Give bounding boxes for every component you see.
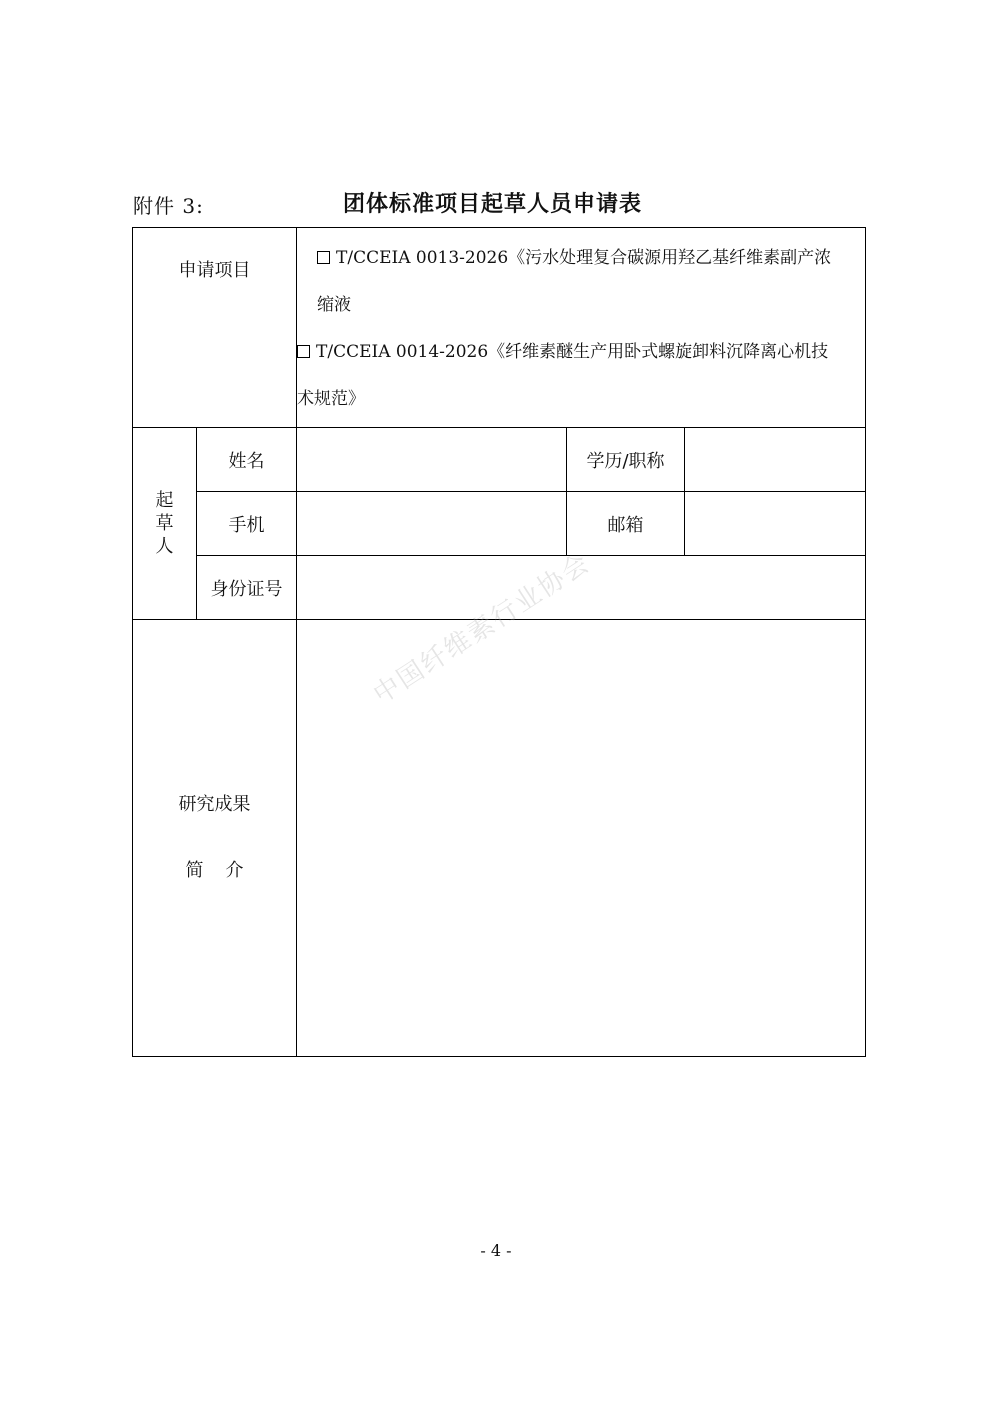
project-option-2[interactable] [297,329,865,423]
education-field[interactable] [685,428,866,492]
drafter-char: 草 [155,513,174,534]
research-row [133,620,866,1057]
option-name-line2: 术规范》 [297,388,365,409]
project-options-cell [297,228,866,428]
attachment-label: 附件 3: [133,194,204,218]
id-label: 身份证号 [197,556,297,620]
option-name-line1: 《纤维素醚生产用卧式螺旋卸料沉降离心机技 [488,341,829,362]
drafter-group-label [133,428,197,620]
project-option-1[interactable] [297,233,865,329]
phone-field[interactable] [297,492,567,556]
application-form-table [132,227,866,1057]
project-label: 申请项目 [133,228,297,428]
name-row [133,428,866,492]
watermark: 中国纤维素行业协会 [368,547,596,711]
research-label [133,620,297,1057]
education-label: 学历/职称 [567,428,685,492]
option-code: T/CCEIA 0013-2026 [336,247,509,268]
phone-row [133,492,866,556]
drafter-char: 人 [155,536,174,557]
email-field[interactable] [685,492,866,556]
option-name-line1: 《污水处理复合碳源用羟乙基纤维素副产浓 [508,247,832,268]
option-name-line2: 缩液 [317,294,351,315]
drafter-char: 起 [155,490,174,511]
project-row [133,228,866,428]
research-label-line2: 简介 [185,860,266,881]
phone-label: 手机 [197,492,297,556]
email-label: 邮箱 [567,492,685,556]
name-field[interactable] [297,428,567,492]
option-code: T/CCEIA 0014-2026 [316,341,489,362]
page-number: - 4 - [480,1241,512,1260]
research-label-line1: 研究成果 [178,794,251,815]
checkbox-icon[interactable] [317,251,330,264]
checkbox-icon[interactable] [297,345,310,358]
name-label: 姓名 [197,428,297,492]
page-title: 团体标准项目起草人员申请表 [343,192,643,217]
